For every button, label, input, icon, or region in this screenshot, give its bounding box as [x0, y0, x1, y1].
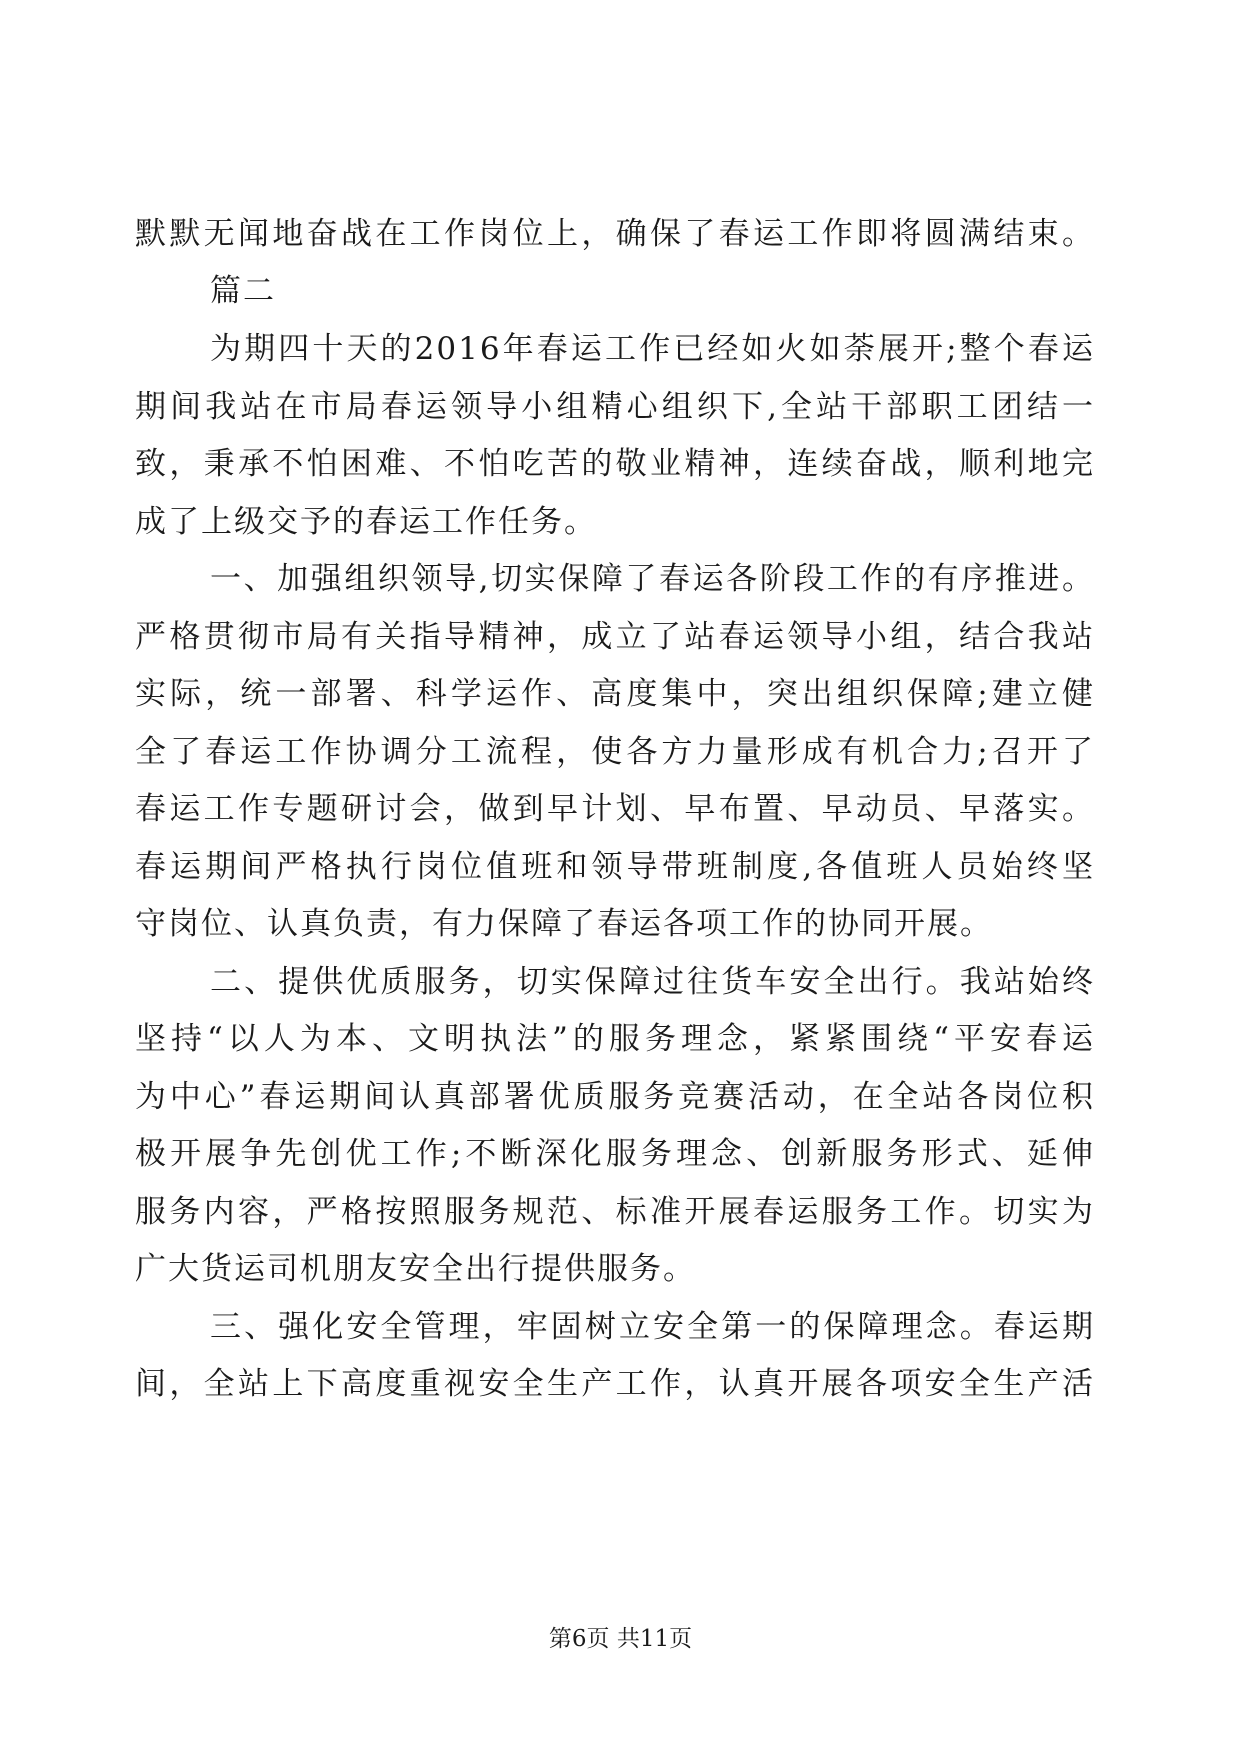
body-line-12: 春运期间严格执行岗位值班和领导带班制度,各值班人员始终坚 [135, 849, 1095, 885]
body-line-20: 三、强化安全管理，牢固树立安全第一的保障理念。春运期 [210, 1309, 1095, 1345]
body-line-10: 全了春运工作协调分工流程，使各方力量形成有机合力;召开了 [135, 734, 1095, 770]
body-line-4: 期间我站在市局春运领导小组精心组织下,全站干部职工团结一 [135, 389, 1095, 425]
body-line-3: 为期四十天的2016年春运工作已经如火如荼展开;整个春运 [210, 331, 1095, 367]
body-line-21: 间，全站上下高度重视安全生产工作，认真开展各项安全生产活 [135, 1366, 1095, 1402]
body-line-14: 二、提供优质服务，切实保障过往货车安全出行。我站始终 [210, 964, 1095, 1000]
page-number-footer: 第6页 共11页 [548, 1626, 693, 1652]
body-line-19: 广大货运司机朋友安全出行提供服务。 [135, 1251, 696, 1287]
body-line-15: 坚持“以人为本、文明执法”的服务理念，紧紧围绕“平安春运 [135, 1021, 1095, 1057]
body-line-6: 成了上级交予的春运工作任务。 [135, 504, 597, 540]
body-line-8: 严格贯彻市局有关指导精神，成立了站春运领导小组，结合我站 [135, 619, 1095, 655]
body-line-18: 服务内容，严格按照服务规范、标准开展春运服务工作。切实为 [135, 1194, 1095, 1230]
body-line-11: 春运工作专题研讨会，做到早计划、早布置、早动员、早落实。 [135, 791, 1095, 827]
body-line-13: 守岗位、认真负责，有力保障了春运各项工作的协同开展。 [135, 906, 993, 942]
body-line-17: 极开展争先创优工作;不断深化服务理念、创新服务形式、延伸 [135, 1136, 1095, 1172]
body-line-9: 实际，统一部署、科学运作、高度集中，突出组织保障;建立健 [135, 676, 1095, 712]
body-line-16: 为中心”春运期间认真部署优质服务竞赛活动，在全站各岗位积 [135, 1079, 1095, 1115]
body-line-1: 默默无闻地奋战在工作岗位上，确保了春运工作即将圆满结束。 [135, 216, 1095, 252]
body-line-7: 一、加强组织领导,切实保障了春运各阶段工作的有序推进。 [210, 561, 1095, 597]
section-heading: 篇二 [210, 273, 276, 309]
body-line-5: 致，秉承不怕困难、不怕吃苦的敬业精神，连续奋战，顺利地完 [135, 446, 1095, 482]
